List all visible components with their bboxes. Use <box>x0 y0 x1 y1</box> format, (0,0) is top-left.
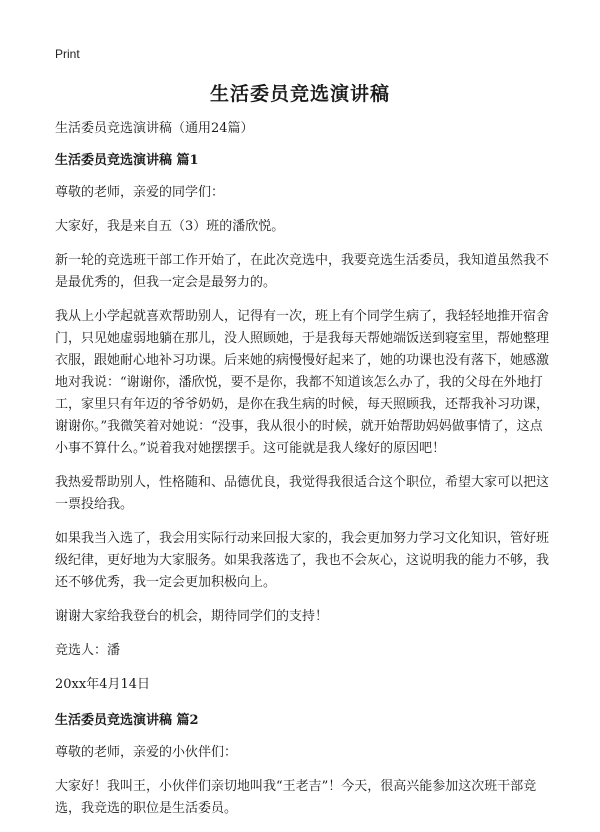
section2-paragraph-1: 大家好！我叫王，小伙伴们亲切地叫我“王老吉”！今天，很高兴能参加这次班干部竞选，我竞选的职位是生活委员。 <box>55 779 537 816</box>
section1-greeting: 尊敬的老师，亲爱的同学们： <box>55 185 225 200</box>
section-heading-1: 生活委员竞选演讲稿 篇1 <box>55 153 199 168</box>
print-label: Print <box>55 47 80 61</box>
section-heading-2: 生活委员竞选演讲稿 篇2 <box>55 713 199 728</box>
section1-paragraph-3: 我从上小学起就喜欢帮助别人，记得有一次，班上有个同学生病了，我轻轻地推开宿舍门，只见她虚弱地躺在那儿，没人照顾她，于是我每天帮她端饭送到寝室里，帮她整理衣服，跟她耐心地补习功课。后来她的病慢慢好起来了，她的功课也没有落下，她感激地对我说：“谢谢你，潘欣悦，要不是你，我都不知道该怎么办了，我的父母在外地打工，家里只有年迈的爷爷奶奶，是你在我生病的时候，每天照顾我，还帮我补习功课，谢谢你。”我微笑着对她说：“没事，我从很小的时候，就开始帮助妈妈做事情了，这点小事不算什么。”说着我对她摆摆手。这可能就是我人缘好的原因吧！ <box>55 309 550 456</box>
section1-paragraph-4: 我热爱帮助别人，性格随和、品德优良，我觉得我很适合这个职位，希望大家可以把这一票投给我。 <box>55 475 550 512</box>
section1-paragraph-2: 新一轮的竞选班干部工作开始了，在此次竞选中，我要竞选生活委员，我知道虽然我不是最优秀的，但我一定会是最努力的。 <box>55 253 550 290</box>
section2-greeting: 尊敬的老师，亲爱的小伙伴们： <box>55 745 238 760</box>
document-body <box>55 118 555 832</box>
section1-date: 20xx年4月14日 <box>55 677 151 692</box>
section1-paragraph-5: 如果我当入选了，我会用实际行动来回报大家的，我会更加努力学习文化知识，管好班级纪律，更好地为大家服务。如果我落选了，我也不会灰心，这说明我的能力不够，我还不够优秀，我一定会更加积极向上。 <box>55 531 550 590</box>
section1-signature: 竞选人：潘 <box>55 643 121 658</box>
section1-paragraph-6: 谢谢大家给我登台的机会，期待同学们的支持！ <box>55 609 329 624</box>
section1-paragraph-1: 大家好，我是来自五（3）班的潘欣悦。 <box>55 219 285 234</box>
document-subtitle: 生活委员竞选演讲稿（通用24篇） <box>55 121 254 136</box>
document-title: 生活委员竞选演讲稿 <box>209 83 390 105</box>
